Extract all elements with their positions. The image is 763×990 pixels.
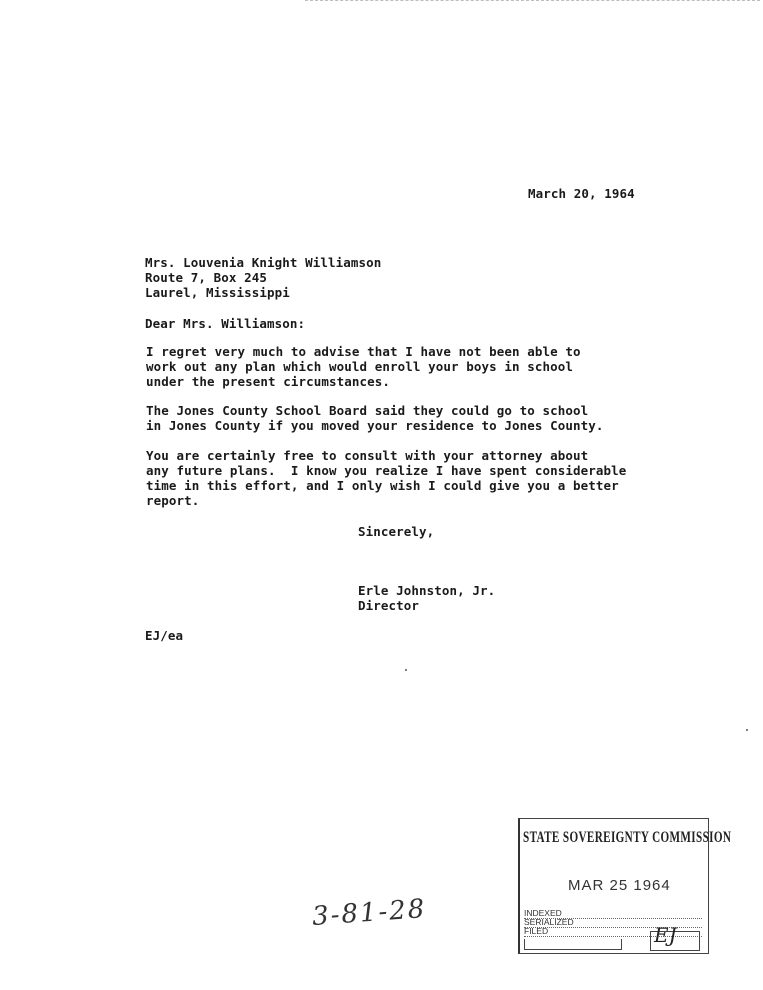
typist-initials: EJ/ea	[145, 628, 184, 643]
top-edge-line	[305, 0, 760, 1]
paragraph-3: You are certainly free to consult with your attorney about any future plans. I know you realize I have spent considerable time in this effort, and I only wish I could give you a better report.	[146, 448, 627, 508]
salutation: Dear Mrs. Williamson:	[145, 316, 306, 331]
stamp-row-filed: FILED	[524, 927, 702, 937]
signer-title: Director	[358, 598, 420, 613]
stamp-line-box	[524, 939, 622, 950]
recipient-name: Mrs. Louvenia Knight Williamson	[145, 255, 382, 270]
stamp-handwritten-initials: EJ	[654, 923, 677, 947]
paragraph-2: The Jones County School Board said they could go to school in Jones County if you moved your residence to Jones County.	[146, 403, 604, 433]
received-stamp	[518, 818, 732, 954]
recipient-street: Route 7, Box 245	[145, 270, 268, 285]
letter-date: March 20, 1964	[528, 186, 635, 201]
recipient-city: Laurel, Mississippi	[145, 285, 290, 300]
signer-name: Erle Johnston, Jr.	[358, 583, 496, 598]
paragraph-1: I regret very much to advise that I have not been able to work out any plan which would enroll your boys in school under the present circumstances.	[146, 344, 581, 389]
stamp-row-serialized: SERIALIZED	[524, 918, 702, 928]
handwritten-file-number: 3-81-28	[311, 894, 428, 932]
recipient-address	[145, 255, 381, 300]
ink-speck	[405, 669, 407, 671]
closing: Sincerely,	[358, 524, 435, 539]
stamp-title: STATE SOVEREIGNTY COMMISSION	[523, 829, 732, 846]
stamp-date: MAR 25 1964	[568, 877, 671, 894]
stamp-row-indexed: INDEXED	[524, 909, 702, 919]
ink-speck	[746, 729, 748, 731]
